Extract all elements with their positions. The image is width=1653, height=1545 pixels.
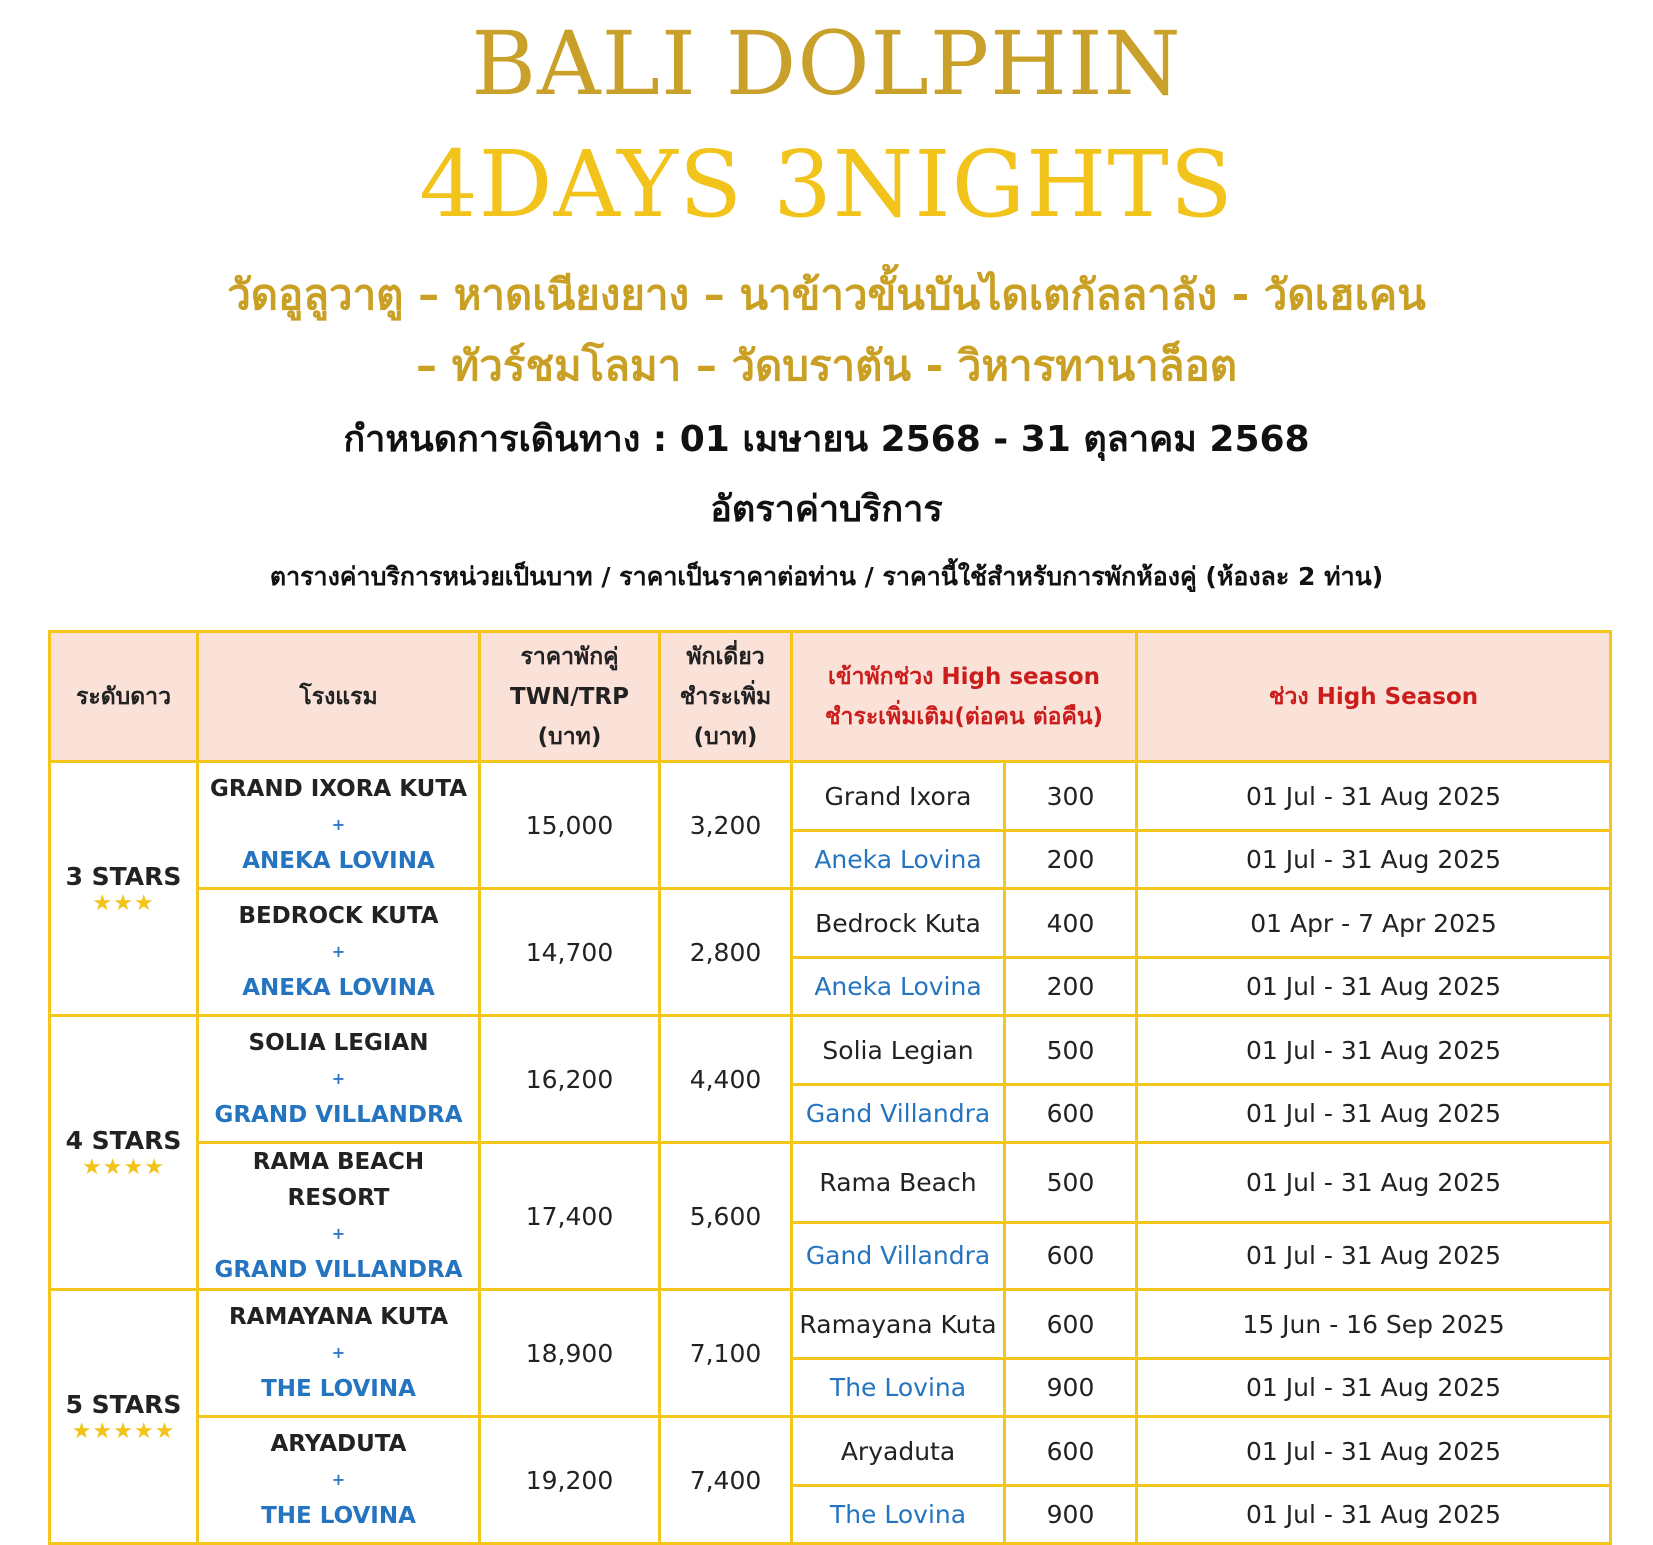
- star-icon: ★★★: [92, 890, 155, 916]
- hotel-secondary: ANEKA LOVINA: [242, 848, 435, 874]
- surcharge-amount: 900: [1005, 1359, 1137, 1417]
- hotel-package-cell: [198, 762, 480, 889]
- surcharge-hotel-name: Bedrock Kuta: [792, 889, 1005, 958]
- plus-icon: +: [331, 1470, 346, 1489]
- surcharge-hotel-name: Aryaduta: [792, 1417, 1005, 1486]
- table-row: [50, 889, 1611, 958]
- plus-icon: +: [331, 1224, 346, 1243]
- table-row: [50, 1417, 1611, 1486]
- high-season-period: 01 Jul - 31 Aug 2025: [1137, 1143, 1611, 1223]
- twin-price: 18,900: [480, 1290, 660, 1417]
- hotel-primary: GRAND IXORA KUTA: [209, 776, 468, 802]
- table-row: [50, 1016, 1611, 1085]
- twin-price: 15,000: [480, 762, 660, 889]
- plus-icon: +: [331, 942, 346, 961]
- high-season-period: 01 Jul - 31 Aug 2025: [1137, 1016, 1611, 1085]
- hotel-primary: BEDROCK KUTA: [238, 903, 439, 929]
- high-season-period: 01 Jul - 31 Aug 2025: [1137, 831, 1611, 889]
- rates-note: ตารางค่าบริการหน่วยเป็นบาท / ราคาเป็นราคาต่อท่าน / ราคานี้ใช้สำหรับการพักห้องคู่ (ห้องละ 2 ท่าน): [269, 562, 1384, 591]
- star-icon: ★★★★: [82, 1154, 165, 1180]
- header-stars: ระดับดาว: [50, 632, 198, 762]
- single-supplement: 2,800: [660, 889, 792, 1016]
- header-twin-price: ราคาพักคู่ TWN/TRP (บาท): [480, 632, 660, 762]
- star-icon: ★★★★★: [71, 1418, 176, 1444]
- high-season-period: 01 Jul - 31 Aug 2025: [1137, 958, 1611, 1016]
- surcharge-amount: 600: [1005, 1290, 1137, 1359]
- high-season-period: 01 Jul - 31 Aug 2025: [1137, 1486, 1611, 1544]
- hotel-primary: RAMA BEACH RESORT: [252, 1149, 425, 1211]
- hotel-primary: ARYADUTA: [270, 1431, 407, 1457]
- plus-icon: +: [331, 1069, 346, 1088]
- hotel-secondary: THE LOVINA: [261, 1503, 416, 1529]
- star-rating-label: 5 STARS: [65, 1389, 182, 1419]
- plus-icon: +: [331, 1343, 346, 1362]
- high-season-period: 01 Jul - 31 Aug 2025: [1137, 1359, 1611, 1417]
- hotel-package-cell: [198, 1016, 480, 1143]
- high-season-period: 01 Jul - 31 Aug 2025: [1137, 1417, 1611, 1486]
- surcharge-amount: 900: [1005, 1486, 1137, 1544]
- hotel-primary: RAMAYANA KUTA: [228, 1304, 449, 1330]
- surcharge-amount: 200: [1005, 831, 1137, 889]
- plus-icon: +: [331, 815, 346, 834]
- twin-price: 16,200: [480, 1016, 660, 1143]
- single-supplement: 5,600: [660, 1143, 792, 1290]
- header-high-season-period: ช่วง High Season: [1137, 632, 1611, 762]
- surcharge-hotel-name: Gand Villandra: [792, 1222, 1005, 1289]
- surcharge-amount: 600: [1005, 1085, 1137, 1143]
- star-rating-cell: [50, 1016, 198, 1290]
- surcharge-hotel-name: Gand Villandra: [792, 1085, 1005, 1143]
- high-season-period: 01 Jul - 31 Aug 2025: [1137, 1222, 1611, 1289]
- single-supplement: 4,400: [660, 1016, 792, 1143]
- table-header-row: [50, 632, 1611, 762]
- high-season-period: 01 Apr - 7 Apr 2025: [1137, 889, 1611, 958]
- surcharge-hotel-name: Aneka Lovina: [792, 831, 1005, 889]
- twin-price: 17,400: [480, 1143, 660, 1290]
- surcharge-amount: 300: [1005, 762, 1137, 831]
- header-high-season-surcharge: เข้าพักช่วง High season ชำระเพิ่มเติม(ต่อคน ต่อคืน): [792, 632, 1137, 762]
- header-single-supplement: พักเดี่ยว ชำระเพิ่ม (บาท): [660, 632, 792, 762]
- high-season-period: 15 Jun - 16 Sep 2025: [1137, 1290, 1611, 1359]
- hotel-package-cell: [198, 1290, 480, 1417]
- high-season-period: 01 Jul - 31 Aug 2025: [1137, 762, 1611, 831]
- hotel-package-cell: [198, 889, 480, 1016]
- table-row: [50, 1143, 1611, 1223]
- surcharge-hotel-name: Solia Legian: [792, 1016, 1005, 1085]
- single-supplement: 7,400: [660, 1417, 792, 1544]
- surcharge-amount: 400: [1005, 889, 1137, 958]
- hotel-package-cell: [198, 1143, 480, 1290]
- rates-title: อัตราค่าบริการ: [710, 489, 943, 530]
- page-subtitle: 4DAYS 3NIGHTS: [419, 131, 1234, 238]
- header-hotel: โรงแรม: [198, 632, 480, 762]
- surcharge-hotel-name: Rama Beach: [792, 1143, 1005, 1223]
- twin-price: 19,200: [480, 1417, 660, 1544]
- single-supplement: 7,100: [660, 1290, 792, 1417]
- single-supplement: 3,200: [660, 762, 792, 889]
- rates-table: [48, 630, 1612, 1545]
- route-line-1: วัดอูลูวาตู – หาดเนียงยาง – นาข้าวขั้นบันไดเตกัลลาลัง - วัดเฮเคน: [227, 270, 1426, 319]
- surcharge-amount: 500: [1005, 1016, 1137, 1085]
- surcharge-hotel-name: Ramayana Kuta: [792, 1290, 1005, 1359]
- surcharge-hotel-name: The Lovina: [792, 1359, 1005, 1417]
- hotel-package-cell: [198, 1417, 480, 1544]
- surcharge-amount: 600: [1005, 1222, 1137, 1289]
- page-title: BALI DOLPHIN: [471, 12, 1182, 115]
- hotel-primary: SOLIA LEGIAN: [248, 1030, 429, 1056]
- star-rating-label: 4 STARS: [65, 1125, 182, 1155]
- high-season-period: 01 Jul - 31 Aug 2025: [1137, 1085, 1611, 1143]
- surcharge-hotel-name: The Lovina: [792, 1486, 1005, 1544]
- travel-period: กำหนดการเดินทาง : 01 เมษายน 2568 - 31 ตุลาคม 2568: [343, 419, 1310, 460]
- table-row: [50, 762, 1611, 831]
- star-rating-cell: [50, 1290, 198, 1544]
- table-row: [50, 1290, 1611, 1359]
- hotel-secondary: GRAND VILLANDRA: [214, 1102, 463, 1128]
- hotel-secondary: GRAND VILLANDRA: [214, 1257, 463, 1283]
- surcharge-amount: 200: [1005, 958, 1137, 1016]
- hotel-secondary: THE LOVINA: [261, 1376, 416, 1402]
- star-rating-cell: [50, 762, 198, 1016]
- surcharge-hotel-name: Aneka Lovina: [792, 958, 1005, 1016]
- twin-price: 14,700: [480, 889, 660, 1016]
- route-line-2: – ทัวร์ชมโลมา – วัดบราตัน - วิหารทานาล็อต: [416, 341, 1237, 390]
- surcharge-hotel-name: Grand Ixora: [792, 762, 1005, 831]
- star-rating-label: 3 STARS: [65, 861, 182, 891]
- surcharge-amount: 600: [1005, 1417, 1137, 1486]
- hotel-secondary: ANEKA LOVINA: [242, 975, 435, 1001]
- surcharge-amount: 500: [1005, 1143, 1137, 1223]
